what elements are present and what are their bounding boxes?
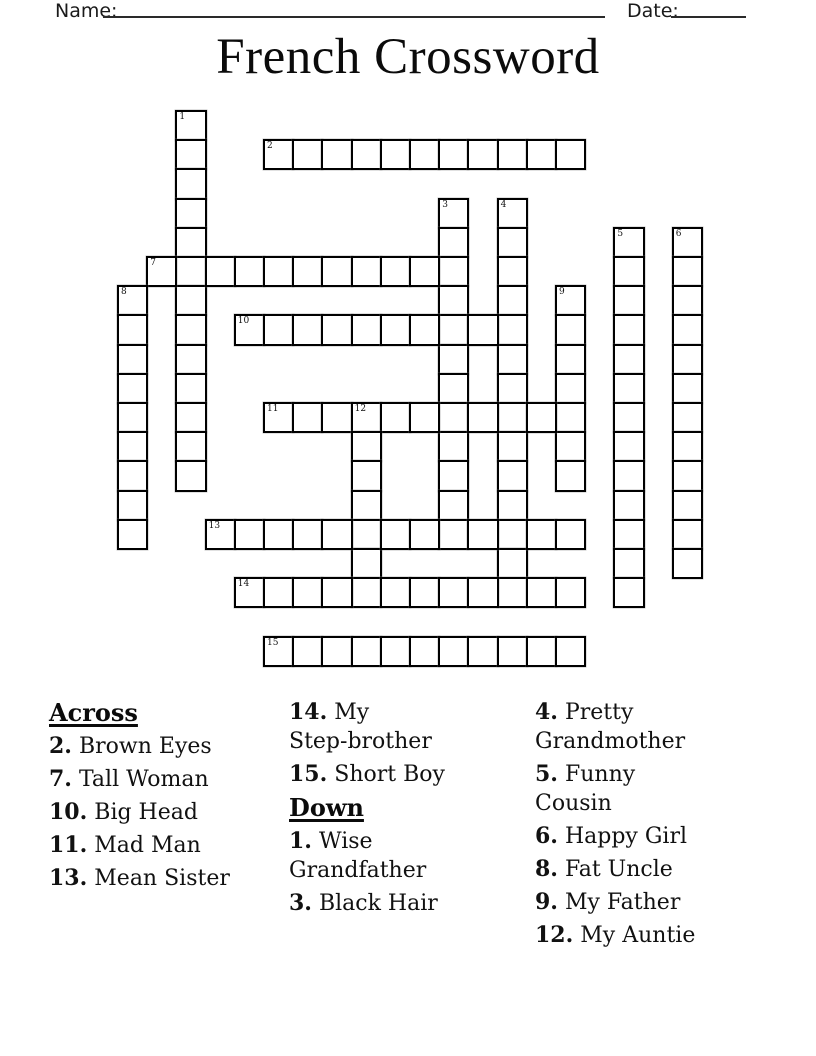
grid-cell[interactable] <box>409 636 440 667</box>
grid-cell[interactable] <box>351 431 382 462</box>
name-label: Name: <box>55 0 118 22</box>
grid-cell[interactable] <box>175 344 206 375</box>
grid-cell[interactable] <box>292 256 323 287</box>
grid-cell[interactable] <box>409 577 440 608</box>
clue-3: 3. Black Hair <box>289 890 438 916</box>
grid-cell[interactable] <box>117 519 148 550</box>
grid-cell[interactable] <box>467 402 498 433</box>
grid-cell[interactable] <box>555 431 586 462</box>
grid-cell[interactable] <box>321 314 352 345</box>
grid-cell[interactable] <box>292 402 323 433</box>
grid-cell[interactable] <box>409 314 440 345</box>
clue-number: 15. <box>289 761 328 787</box>
grid-cell[interactable] <box>438 139 469 170</box>
grid-cell[interactable] <box>555 636 586 667</box>
grid-cell[interactable] <box>497 460 528 491</box>
grid-cell[interactable] <box>555 314 586 345</box>
grid-cell[interactable] <box>555 577 586 608</box>
cell-number: 14 <box>237 579 250 590</box>
grid-cell-9[interactable] <box>555 285 586 316</box>
grid-cell[interactable] <box>292 139 323 170</box>
grid-cell[interactable] <box>438 344 469 375</box>
grid-cell[interactable] <box>672 431 703 462</box>
grid-cell[interactable] <box>497 314 528 345</box>
clue-7: 7. Tall Woman <box>49 766 209 792</box>
grid-cell-13[interactable] <box>205 519 236 550</box>
grid-cell[interactable] <box>117 490 148 521</box>
grid-cell[interactable] <box>321 402 352 433</box>
grid-cell[interactable] <box>175 402 206 433</box>
grid-cell[interactable] <box>438 227 469 258</box>
grid-cell[interactable] <box>409 519 440 550</box>
grid-cell[interactable] <box>672 314 703 345</box>
grid-cell[interactable] <box>497 519 528 550</box>
clue-number: 10. <box>49 799 88 825</box>
grid-cell[interactable] <box>526 636 557 667</box>
grid-cell[interactable] <box>351 577 382 608</box>
grid-cell[interactable] <box>263 577 294 608</box>
grid-cell[interactable] <box>613 314 644 345</box>
clues-column-across <box>49 698 284 897</box>
grid-cell[interactable] <box>117 402 148 433</box>
clue-number: 12. <box>535 922 574 948</box>
grid-cell[interactable] <box>526 519 557 550</box>
grid-cell[interactable] <box>613 373 644 404</box>
grid-cell[interactable] <box>672 344 703 375</box>
grid-cell[interactable] <box>672 519 703 550</box>
grid-cell[interactable] <box>380 402 411 433</box>
grid-cell[interactable] <box>672 256 703 287</box>
grid-cell[interactable] <box>263 519 294 550</box>
grid-cell[interactable] <box>497 431 528 462</box>
grid-cell[interactable] <box>438 577 469 608</box>
grid-cell[interactable] <box>117 373 148 404</box>
grid-cell-4[interactable] <box>497 198 528 229</box>
grid-cell[interactable] <box>438 402 469 433</box>
grid-cell[interactable] <box>467 577 498 608</box>
grid-cell[interactable] <box>526 577 557 608</box>
grid-cell[interactable] <box>467 519 498 550</box>
grid-cell-3[interactable] <box>438 198 469 229</box>
grid-cell[interactable] <box>117 314 148 345</box>
cell-number: 2 <box>267 141 273 152</box>
grid-cell[interactable] <box>351 490 382 521</box>
cell-number: 11 <box>267 404 279 414</box>
grid-cell[interactable] <box>497 373 528 404</box>
grid-cell[interactable] <box>555 402 586 433</box>
clue-8: 8. Fat Uncle <box>535 856 673 882</box>
grid-cell[interactable] <box>613 344 644 375</box>
grid-cell[interactable] <box>175 227 206 258</box>
grid-cell[interactable] <box>351 139 382 170</box>
grid-cell-12[interactable] <box>351 402 382 433</box>
grid-cell-6[interactable] <box>672 227 703 258</box>
clue-number: 13. <box>49 865 88 891</box>
grid-cell[interactable] <box>438 460 469 491</box>
grid-cell[interactable] <box>409 402 440 433</box>
clue-number: 9. <box>535 889 558 915</box>
grid-cell[interactable] <box>351 519 382 550</box>
page-title: French Crossword <box>216 29 600 85</box>
clue-11: 11. Mad Man <box>49 832 201 858</box>
grid-cell[interactable] <box>672 402 703 433</box>
clues-header-across: Across <box>49 698 138 727</box>
grid-cell[interactable] <box>380 519 411 550</box>
grid-cell[interactable] <box>234 256 265 287</box>
grid-cell[interactable] <box>321 139 352 170</box>
grid-cell[interactable] <box>672 490 703 521</box>
grid-cell-11[interactable] <box>263 402 294 433</box>
cell-number: 1 <box>179 112 186 122</box>
grid-cell[interactable] <box>613 460 644 491</box>
grid-cell-2[interactable] <box>263 139 294 170</box>
cell-number: 5 <box>617 228 624 239</box>
grid-cell[interactable] <box>613 519 644 550</box>
clue-number: 7. <box>49 766 72 792</box>
grid-cell[interactable] <box>438 636 469 667</box>
cell-number: 3 <box>442 199 448 210</box>
grid-cell[interactable] <box>321 519 352 550</box>
cell-number: 9 <box>559 287 565 298</box>
grid-cell[interactable] <box>438 431 469 462</box>
cell-number: 13 <box>208 520 221 531</box>
grid-cell-10[interactable] <box>234 314 265 345</box>
grid-cell[interactable] <box>467 139 498 170</box>
grid-cell[interactable] <box>292 314 323 345</box>
clue-number: 6. <box>535 823 558 849</box>
grid-cell[interactable] <box>351 314 382 345</box>
grid-cell[interactable] <box>613 577 644 608</box>
grid-cell[interactable] <box>438 490 469 521</box>
grid-cell[interactable] <box>117 344 148 375</box>
grid-cell[interactable] <box>672 373 703 404</box>
grid-cell[interactable] <box>321 577 352 608</box>
grid-cell[interactable] <box>497 402 528 433</box>
grid-cell[interactable] <box>497 490 528 521</box>
grid-cell[interactable] <box>672 548 703 579</box>
grid-cell[interactable] <box>175 431 206 462</box>
grid-cell[interactable] <box>555 344 586 375</box>
grid-cell[interactable] <box>555 460 586 491</box>
clue-9: 9. My Father <box>535 889 681 915</box>
cell-number: 4 <box>500 199 507 210</box>
grid-cell-14[interactable] <box>234 577 265 608</box>
grid-cell[interactable] <box>351 636 382 667</box>
grid-cell[interactable] <box>467 636 498 667</box>
grid-cell[interactable] <box>613 490 644 521</box>
grid-cell[interactable] <box>467 314 498 345</box>
grid-cell[interactable] <box>613 402 644 433</box>
grid-cell[interactable] <box>175 460 206 491</box>
clues-column-middle <box>289 698 529 922</box>
grid-cell[interactable] <box>497 577 528 608</box>
clue-14: 14. My Step-brother <box>289 699 432 754</box>
grid-cell[interactable] <box>117 460 148 491</box>
clues-header-down: Down <box>289 793 364 822</box>
grid-cell[interactable] <box>175 314 206 345</box>
grid-cell[interactable] <box>380 256 411 287</box>
grid-cell[interactable] <box>380 577 411 608</box>
grid-cell-1[interactable] <box>175 110 206 141</box>
grid-cell[interactable] <box>438 373 469 404</box>
grid-cell[interactable] <box>555 139 586 170</box>
grid-cell-15[interactable] <box>263 636 294 667</box>
grid-cell[interactable] <box>497 285 528 316</box>
grid-cell[interactable] <box>263 314 294 345</box>
grid-cell[interactable] <box>409 139 440 170</box>
grid-cell[interactable] <box>263 256 294 287</box>
clue-6: 6. Happy Girl <box>535 823 688 849</box>
clue-4: 4. Pretty Grandmother <box>535 699 686 754</box>
grid-cell[interactable] <box>497 344 528 375</box>
grid-cell[interactable] <box>175 256 206 287</box>
grid-cell[interactable] <box>438 314 469 345</box>
date-label: Date: <box>627 0 679 22</box>
grid-cell[interactable] <box>175 285 206 316</box>
clue-12: 12. My Auntie <box>535 922 696 948</box>
clue-1: 1. Wise Grandfather <box>289 828 427 883</box>
grid-cell[interactable] <box>117 431 148 462</box>
clue-10: 10. Big Head <box>49 799 198 825</box>
grid-cell[interactable] <box>555 519 586 550</box>
grid-cell[interactable] <box>351 460 382 491</box>
grid-cell[interactable] <box>497 548 528 579</box>
clue-number: 2. <box>49 733 72 759</box>
grid-cell-5[interactable] <box>613 227 644 258</box>
grid-cell[interactable] <box>438 256 469 287</box>
grid-cell[interactable] <box>321 256 352 287</box>
grid-cell[interactable] <box>234 519 265 550</box>
grid-cell[interactable] <box>292 636 323 667</box>
clue-number: 5. <box>535 761 558 787</box>
cell-number: 10 <box>237 316 250 327</box>
grid-cell[interactable] <box>497 227 528 258</box>
grid-cell[interactable] <box>497 256 528 287</box>
grid-cell[interactable] <box>175 139 206 170</box>
cell-number: 6 <box>675 228 682 239</box>
clue-number: 14. <box>289 699 328 725</box>
grid-cell[interactable] <box>526 402 557 433</box>
clues-column-down <box>535 698 810 954</box>
clue-number: 3. <box>289 890 312 916</box>
clue-2: 2. Brown Eyes <box>49 733 212 759</box>
grid-cell[interactable] <box>380 636 411 667</box>
clue-number: 1. <box>289 828 312 854</box>
cell-number: 12 <box>354 404 367 414</box>
grid-cell[interactable] <box>205 256 236 287</box>
grid-cell[interactable] <box>321 636 352 667</box>
cell-number: 8 <box>121 287 127 298</box>
grid-cell[interactable] <box>672 285 703 316</box>
grid-cell[interactable] <box>351 548 382 579</box>
grid-cell[interactable] <box>613 548 644 579</box>
grid-cell[interactable] <box>175 373 206 404</box>
grid-cell[interactable] <box>497 139 528 170</box>
grid-cell[interactable] <box>409 256 440 287</box>
grid-cell[interactable] <box>438 519 469 550</box>
grid-cell-7[interactable] <box>146 256 177 287</box>
grid-cell[interactable] <box>526 139 557 170</box>
clue-5: 5. Funny Cousin <box>535 761 636 816</box>
grid-cell[interactable] <box>438 285 469 316</box>
grid-cell[interactable] <box>613 431 644 462</box>
grid-cell[interactable] <box>380 139 411 170</box>
grid-cell[interactable] <box>613 285 644 316</box>
grid-cell[interactable] <box>672 460 703 491</box>
cell-number: 15 <box>267 637 279 648</box>
grid-cell-8[interactable] <box>117 285 148 316</box>
clue-15: 15. Short Boy <box>289 761 445 787</box>
grid-cell[interactable] <box>555 373 586 404</box>
clue-13: 13. Mean Sister <box>49 865 230 891</box>
clue-number: 11. <box>49 832 88 858</box>
grid-cell[interactable] <box>613 256 644 287</box>
grid-cell[interactable] <box>175 168 206 199</box>
clue-number: 4. <box>535 699 558 725</box>
grid-cell[interactable] <box>351 256 382 287</box>
grid-cell[interactable] <box>292 577 323 608</box>
grid-cell[interactable] <box>292 519 323 550</box>
grid-cell[interactable] <box>380 314 411 345</box>
cell-number: 7 <box>150 258 156 268</box>
grid-cell[interactable] <box>497 636 528 667</box>
clue-number: 8. <box>535 856 558 882</box>
grid-cell[interactable] <box>175 198 206 229</box>
